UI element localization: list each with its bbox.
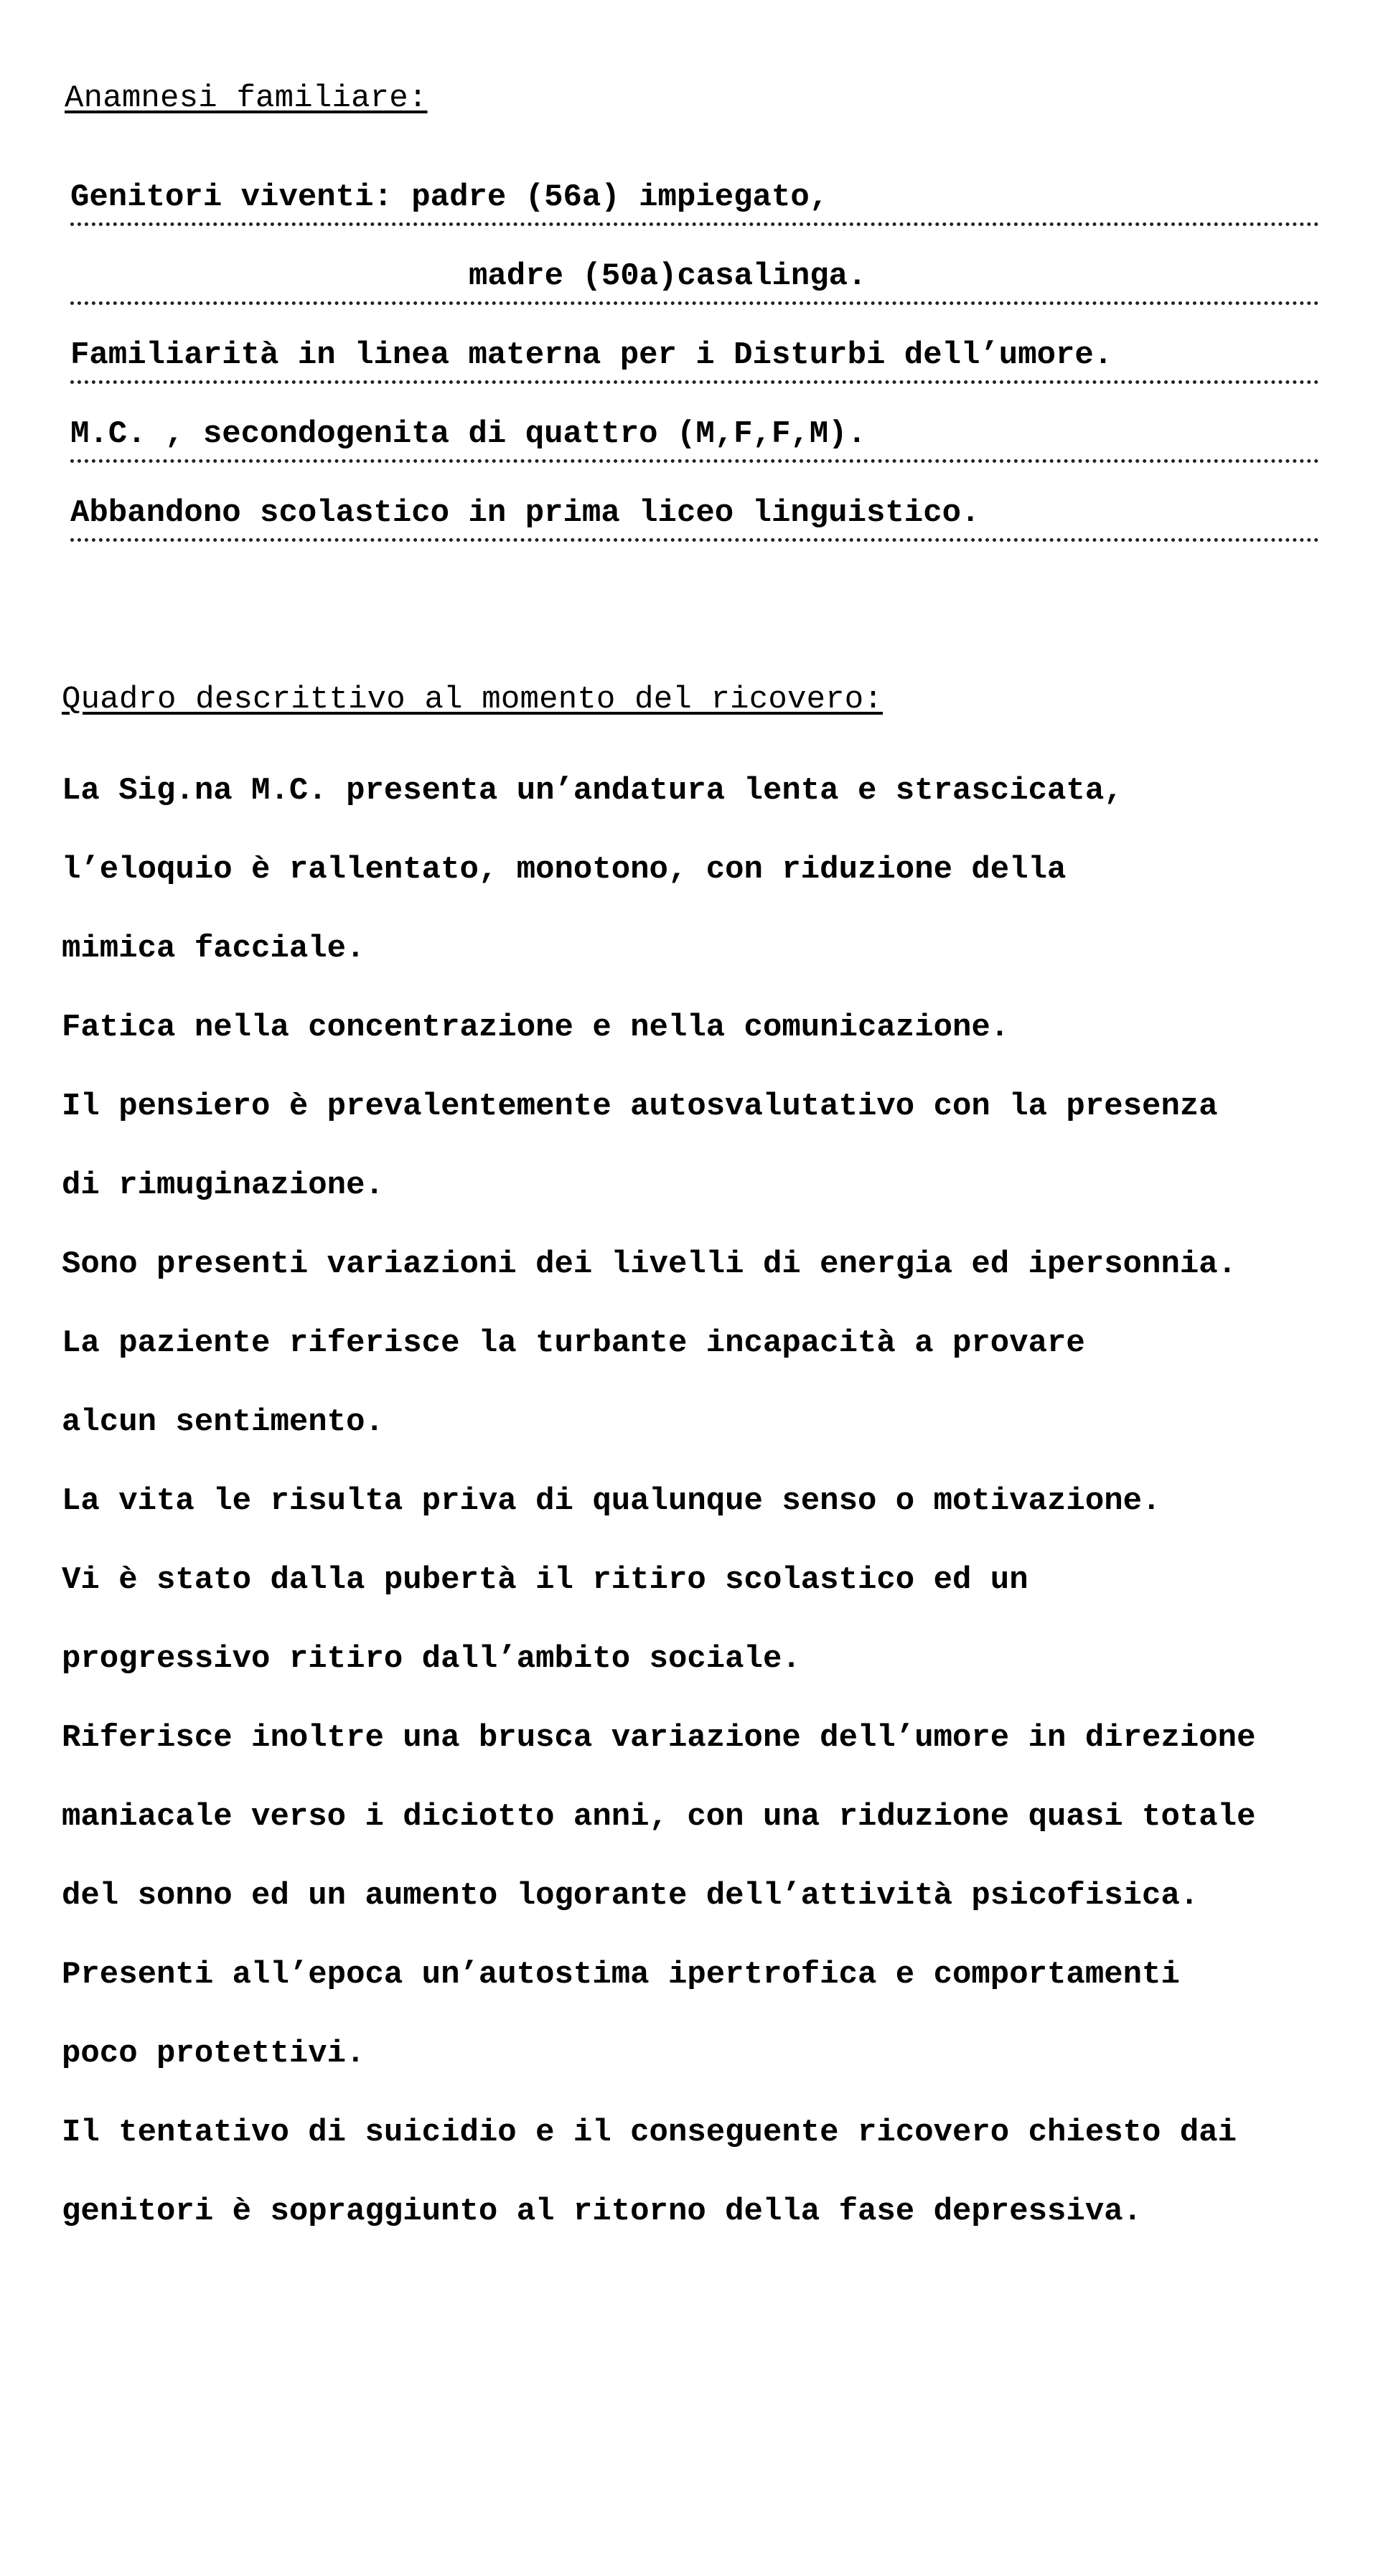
form-line <box>70 250 1319 305</box>
body-text-line: mimica facciale. <box>62 931 365 967</box>
form-line <box>70 171 1319 226</box>
form-line <box>70 408 1319 463</box>
body-text-line: progressivo ritiro dall’ambito sociale. <box>62 1641 801 1677</box>
body-text-line: Vi è stato dalla pubertà il ritiro scolastico ed un <box>62 1562 1028 1598</box>
section-heading-anamnesi: Anamnesi familiare: <box>65 80 428 116</box>
form-line-text: Abbandono scolastico in prima liceo linguistico. <box>70 495 980 531</box>
form-line-text: M.C. , secondogenita di quattro (M,F,F,M). <box>70 416 866 452</box>
body-text-line: alcun sentimento. <box>62 1404 384 1440</box>
body-text-line: La vita le risulta priva di qualunque senso o motivazione. <box>62 1483 1161 1519</box>
form-line-text: madre (50a)casalinga. <box>469 258 867 294</box>
body-text-line: maniacale verso i diciotto anni, con una riduzione quasi totale <box>62 1799 1256 1835</box>
body-text-line: del sonno ed un aumento logorante dell’attività psicofisica. <box>62 1878 1199 1914</box>
form-line <box>70 486 1319 542</box>
body-text-line: di rimuginazione. <box>62 1167 384 1203</box>
body-text-line: Il pensiero è prevalentemente autosvalutativo con la presenza <box>62 1089 1218 1124</box>
body-text-line: Fatica nella concentrazione e nella comunicazione. <box>62 1010 1010 1045</box>
body-text-line: poco protettivi. <box>62 2036 365 2072</box>
body-text-line: Sono presenti variazioni dei livelli di energia ed ipersonnia. <box>62 1246 1237 1282</box>
body-text-line: La Sig.na M.C. presenta un’andatura lenta e strascicata, <box>62 773 1123 809</box>
body-text-line: Riferisce inoltre una brusca variazione dell’umore in direzione <box>62 1720 1256 1756</box>
body-text-line: La paziente riferisce la turbante incapacità a provare <box>62 1325 1085 1361</box>
body-text-line: Presenti all’epoca un’autostima ipertrofica e comportamenti <box>62 1957 1180 1993</box>
body-text-line: l’eloquio è rallentato, monotono, con riduzione della <box>62 852 1067 888</box>
form-line-text: Familiarità in linea materna per i Disturbi dell’umore. <box>70 337 1113 373</box>
section-heading-quadro: Quadro descrittivo al momento del ricovero: <box>62 682 883 718</box>
body-text-line: Il tentativo di suicidio e il conseguente ricovero chiesto dai <box>62 2115 1237 2150</box>
form-line-text: Genitori viventi: padre (56a) impiegato, <box>70 179 829 215</box>
body-text-line: genitori è sopraggiunto al ritorno della fase depressiva. <box>62 2194 1143 2229</box>
form-line <box>70 329 1319 384</box>
